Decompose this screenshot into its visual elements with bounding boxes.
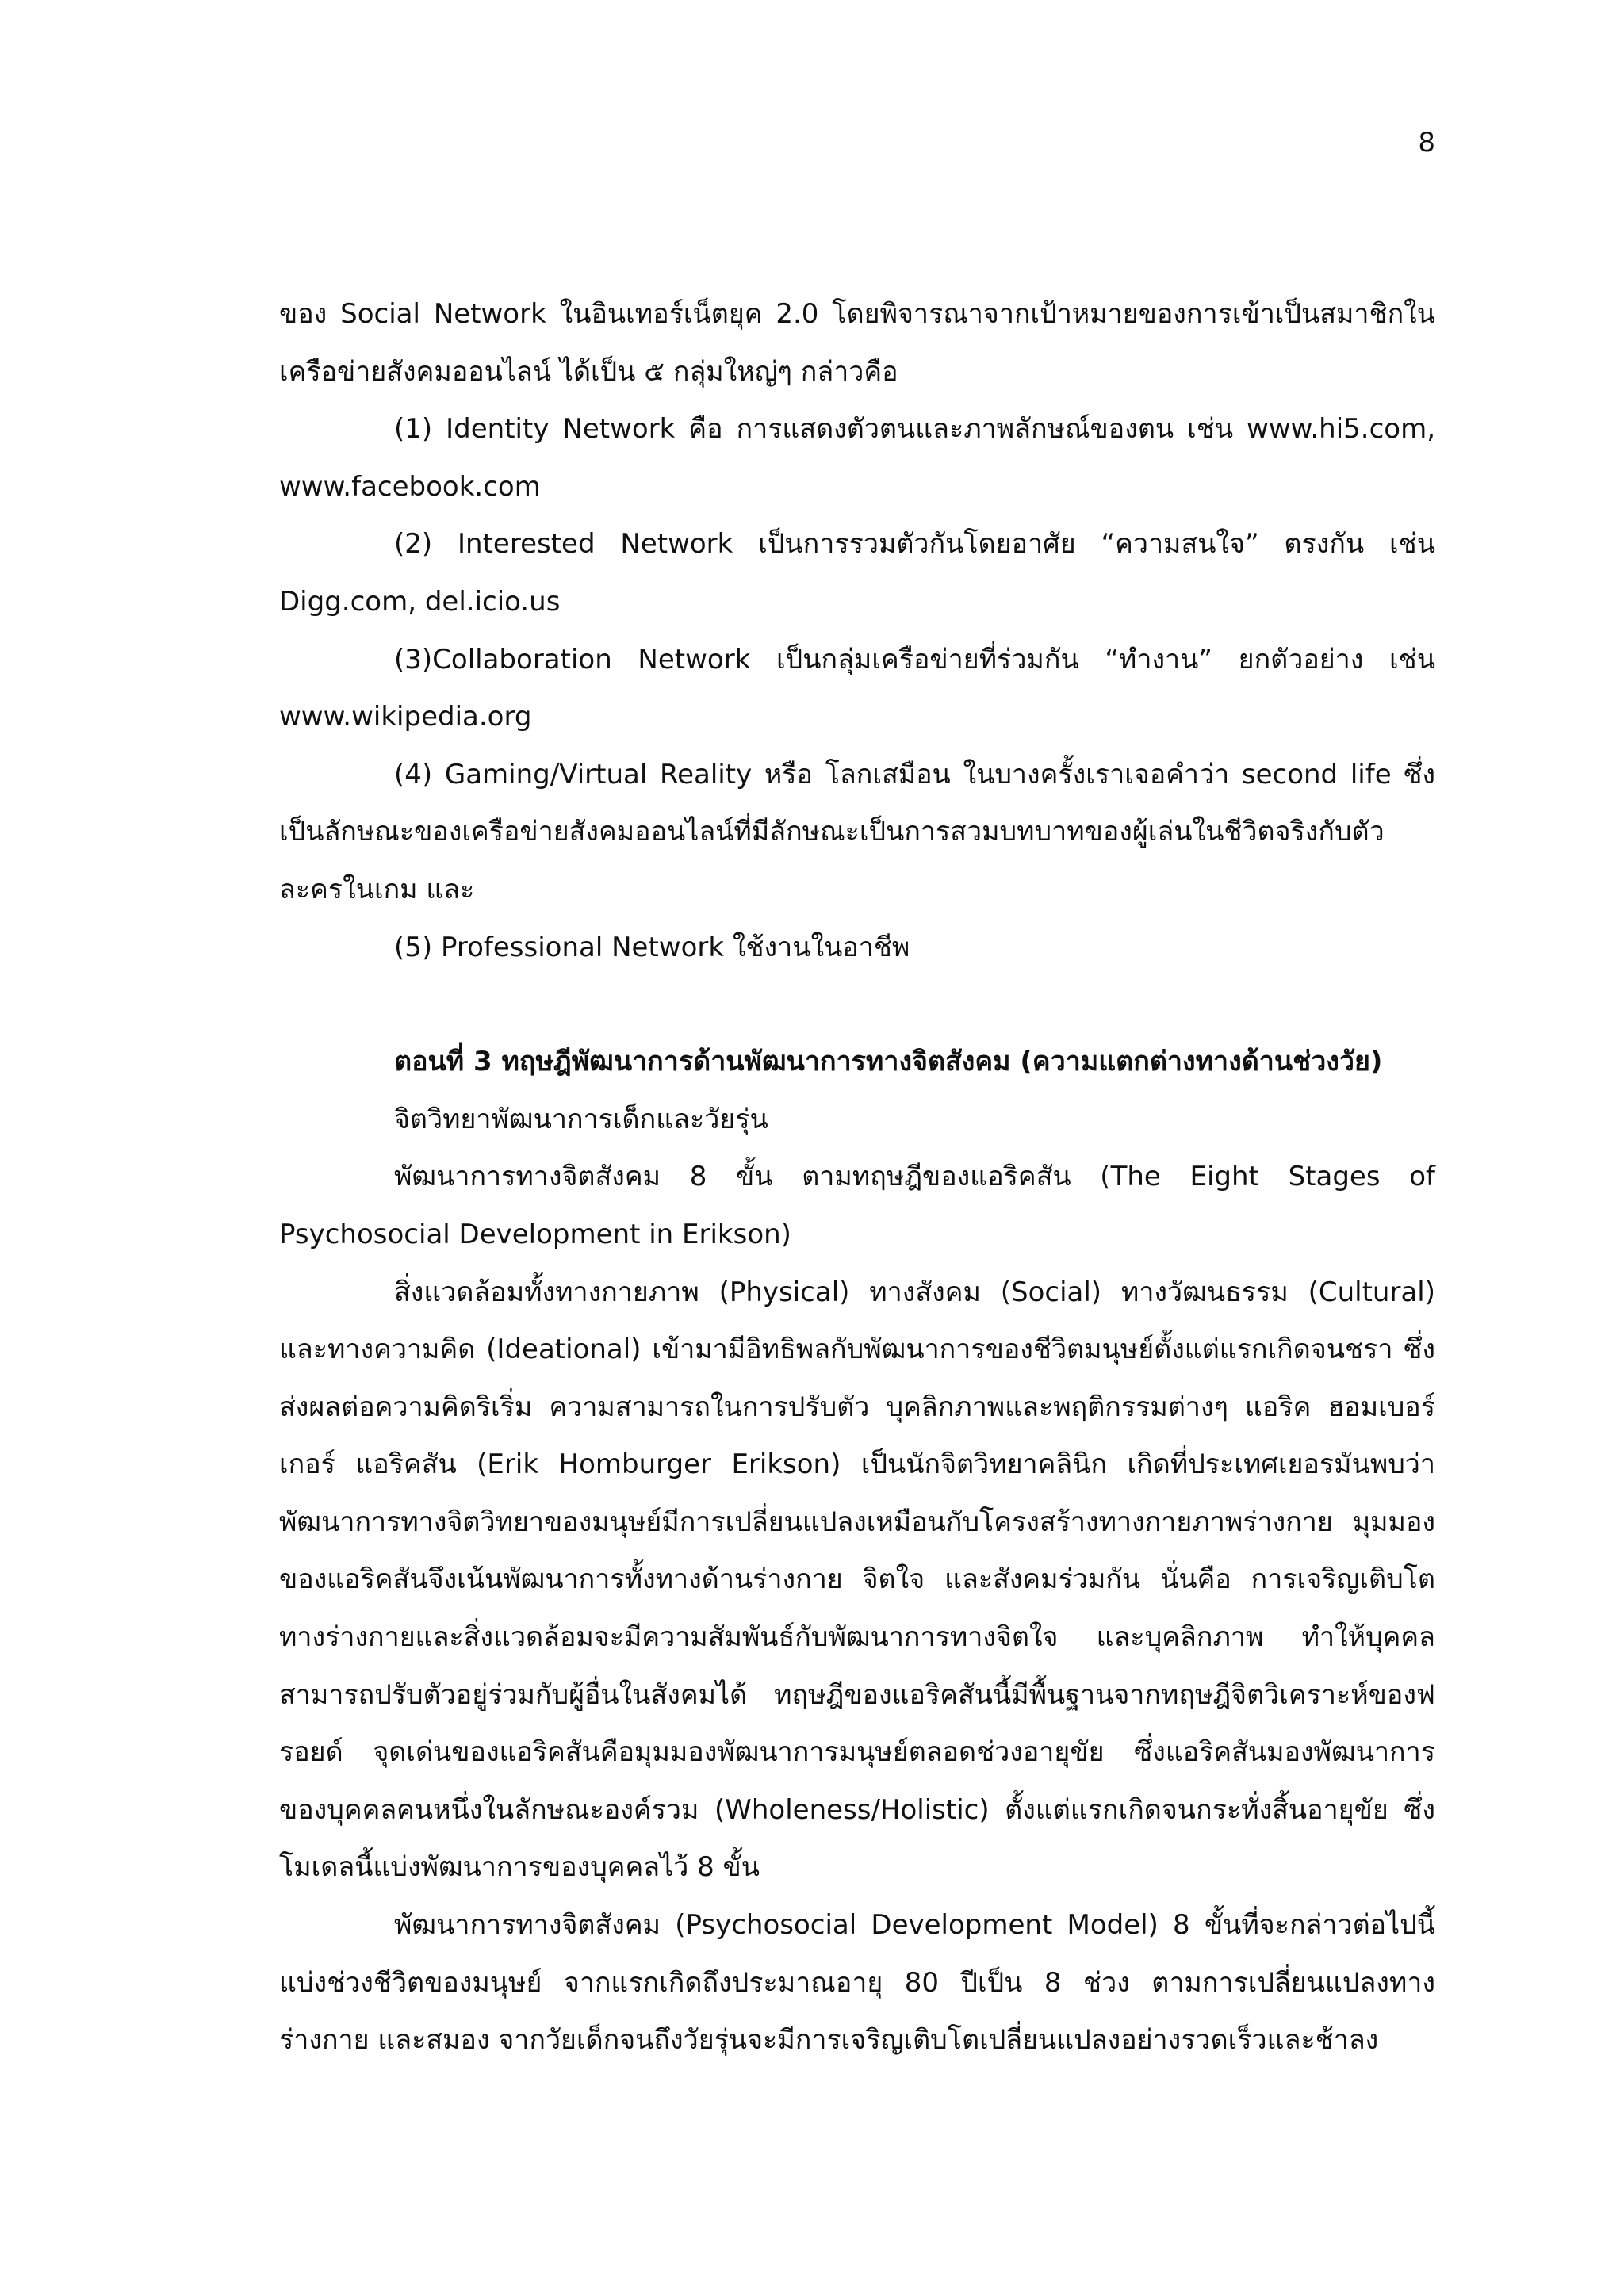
section-subheading: จิตวิทยาพัฒนาการเด็กและวัยรุ่น: [394, 1103, 768, 1135]
network-type-collaboration: (3)Collaboration Network เป็นกลุ่มเครือข่ายที่ร่วมกัน “ทำงาน” ยกตัวอย่าง เช่น www.wikipedia.org: [279, 643, 1435, 733]
section-heading: ตอนที่ 3 ทฤษฎีพัฒนาการด้านพัฒนาการทางจิตสังคม (ความแตกต่างทางด้านช่วงวัย): [394, 1046, 1383, 1078]
erikson-stages-paragraph: พัฒนาการทางจิตสังคม 8 ขั้น ตามทฤษฎีของแอริคสัน (The Eight Stages of Psychosocial Development in Erikson): [279, 1161, 1435, 1250]
network-type-interested: (2) Interested Network เป็นการรวมตัวกันโดยอาศัย “ความสนใจ” ตรงกัน เช่น Digg.com, del.icio.us: [279, 528, 1435, 618]
network-type-identity: (1) Identity Network คือ การแสดงตัวตนและภาพลักษณ์ของตน เช่น www.hi5.com, www.facebook.com: [279, 413, 1435, 503]
network-type-gaming: (4) Gaming/Virtual Reality หรือ โลกเสมือน ในบางครั้งเราเจอคำว่า second life ซึ่งเป็นลักษณะของเครือข่ายสังคมออนไลน์ที่มีลักษณะเป็นการสวมบทบาทของผู้เล่นในชีวิตจริงกับตัวละครในเกม และ: [279, 758, 1435, 905]
network-type-professional: (5) Professional Network ใช้งานในอาชีพ: [394, 931, 910, 963]
page-number: 8: [1418, 127, 1435, 159]
psychosocial-model-paragraph: พัฒนาการทางจิตสังคม (Psychosocial Development Model) 8 ขั้นที่จะกล่าวต่อไปนี้แบ่งช่วงชีวิตของมนุษย์ จากแรกเกิดถึงประมาณอายุ 80 ปีเป็น 8 ช่วง ตามการเปลี่ยนแปลงทางร่างกาย และสมอง จากวัยเด็กจนถึงวัยรุ่นจะมีการเจริญเติบโตเปลี่ยนแปลงอย่างรวดเร็วและช้าลง: [279, 1909, 1435, 2057]
page-body: [279, 285, 1435, 2069]
environment-influence-paragraph: สิ่งแวดล้อมทั้งทางกายภาพ (Physical) ทางสังคม (Social) ทางวัฒนธรรม (Cultural) และทางความคิด (Ideational) เข้ามามีอิทธิพลกับพัฒนาการของชีวิตมนุษย์ตั้งแต่แรกเกิดจนชรา ซึ่งส่งผลต่อความคิดริเริ่ม ความสามารถในการปรับตัว บุคลิกภาพและพฤติกรรมต่างๆ แอริค ฮอมเบอร์เกอร์ แอริคสัน (Erik Homburger Erikson) เป็นนักจิตวิทยาคลินิก เกิดที่ประเทศเยอรมันพบว่าพัฒนาการทางจิตวิทยาของมนุษย์มีการเปลี่ยนแปลงเหมือนกับโครงสร้างทางกายภาพร่างกาย มุมมองของแอริคสันจึงเน้นพัฒนาการทั้งทางด้านร่างกาย จิตใจ และสังคมร่วมกัน นั่นคือ การเจริญเติบโตทางร่างกายและสิ่งแวดล้อมจะมีความสัมพันธ์กับพัฒนาการทางจิตใจ และบุคลิกภาพ ทำให้บุคคลสามารถปรับตัวอยู่ร่วมกับผู้อื่นในสังคมได้ ทฤษฎีของแอริคสันนี้มีพื้นฐานจากทฤษฎีจิตวิเคราะห์ของฟรอยด์ จุดเด่นของแอริคสันคือมุมมองพัฒนาการมนุษย์ตลอดช่วงอายุขัย ซึ่งแอริคสันมองพัฒนาการของบุคคลคนหนึ่งในลักษณะองค์รวม (Wholeness/Holistic) ตั้งแต่แรกเกิดจนกระทั่งสิ้นอายุขัย ซึ่งโมเดลนี้แบ่งพัฒนาการของบุคคลไว้ 8 ขั้น: [279, 1276, 1435, 1884]
network-intro-paragraph: ของ Social Network ในอินเทอร์เน็ตยุค 2.0 โดยพิจารณาจากเป้าหมายของการเข้าเป็นสมาชิกในเครือข่ายสังคมออนไลน์ ได้เป็น ๕ กลุ่มใหญ่ๆ กล่าวคือ: [279, 298, 1435, 388]
